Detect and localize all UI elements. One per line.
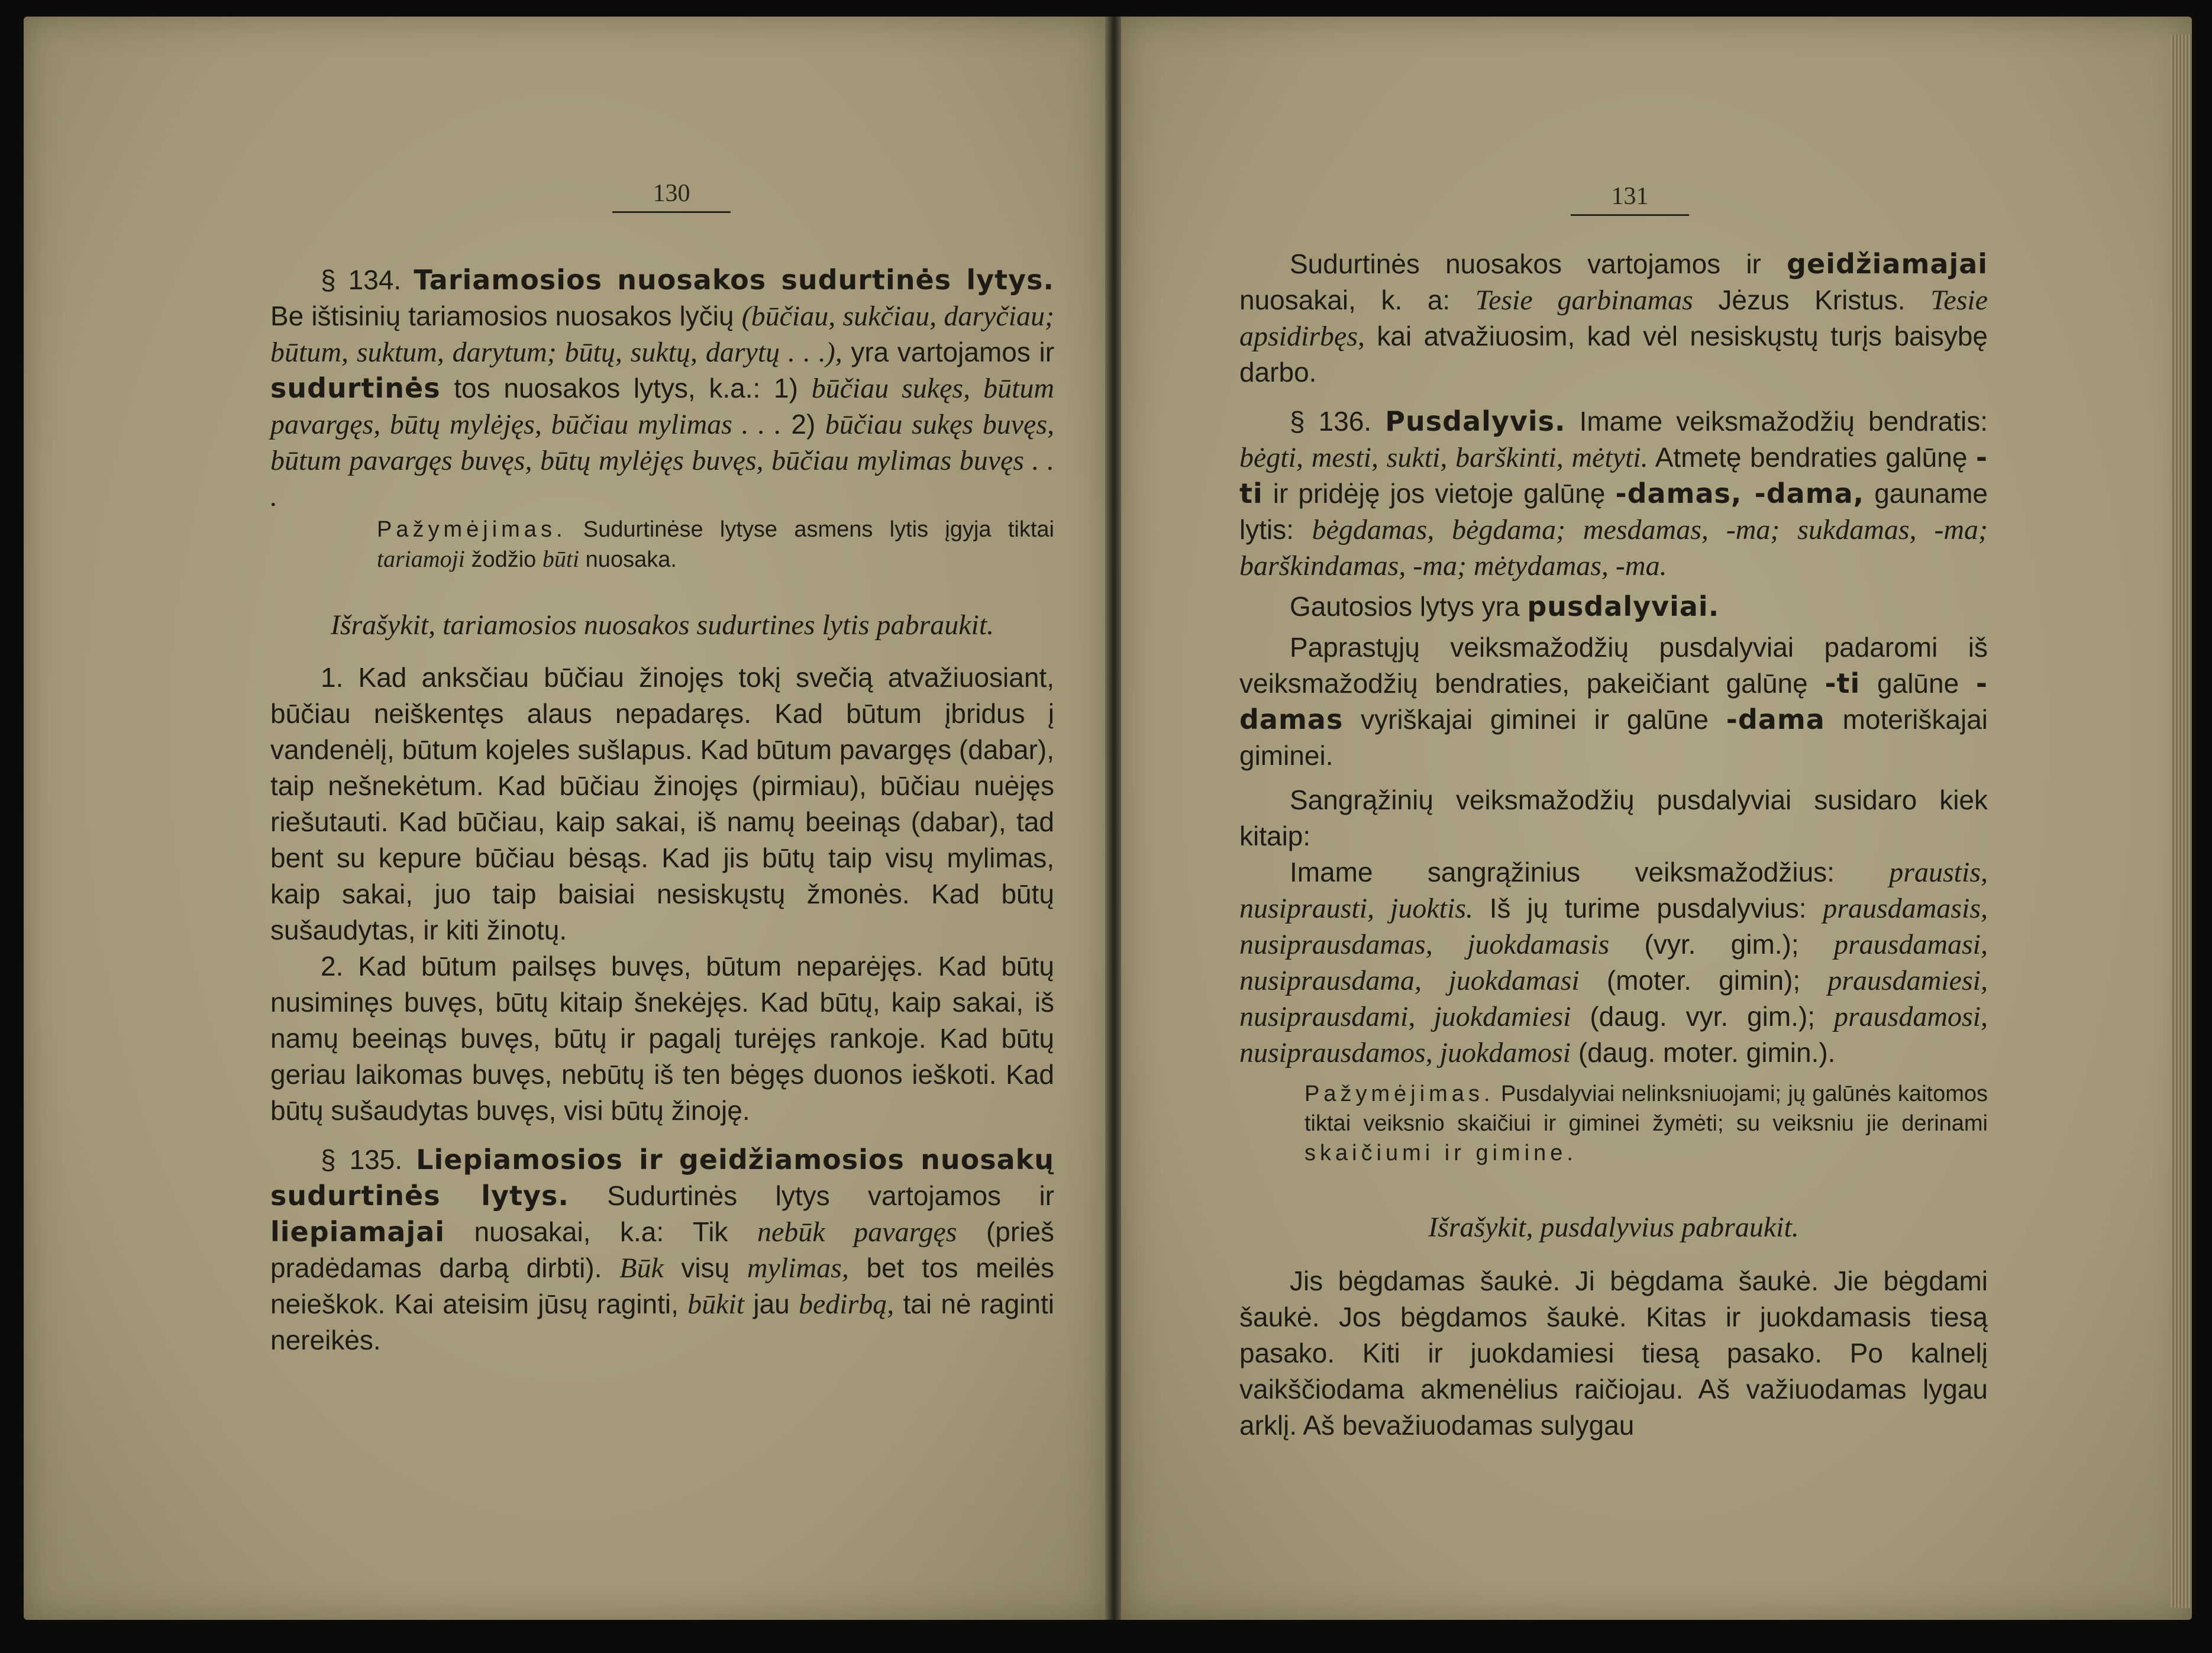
section-134 [270,262,1054,515]
exercise-title: Išrašykit, pusdalyvius pabraukit. [1428,1212,1799,1243]
example: būčiau sukęs, būtum pavargęs, būtų mylėjęs, būčiau mylimas . . . [270,373,1054,440]
intro-paragraph [1239,246,1988,390]
section-136 [1239,403,1988,584]
exercise-paragraph: 2. Kad būtum pailsęs buvęs, būtum neparėjęs. Kad būtų nusiminęs buvęs, būtų kitaip šnekėjęs. Kad būtų, kaip sakai, iš namų beeinąs buvęs, būtų ir pagalį turėjęs rankoje. Kad būtų geriau laikomas buvęs, nebūtų iš ten bėgęs duonos ieškoti. Kad būtų sušaudytas buvęs, visi būtų žinoję. [270,951,1054,1126]
section-135 [270,1142,1054,1358]
example: prausdamosi, nusiprausdamos, juokdamosi [1239,1001,1988,1068]
bold-term: -dama [1726,703,1825,735]
page-number: 131 [1571,182,1689,216]
text: Iš jų turime pusdalyvius: [1489,893,1807,924]
text: (moter. gimin); [1606,965,1801,996]
left-page-body [270,262,1054,1358]
text: gauname lytis: [1239,478,1988,545]
bold-term: liepiamajai [270,1216,445,1248]
text: tos nuosakos lytys, k.a.: 1) [454,373,798,403]
text: nuosakai, k. a: [1239,285,1451,315]
text: tai nė raginti nereikės. [270,1289,1055,1355]
section-number: § 136. [1290,406,1372,437]
bold-term: sudurtinės [270,372,441,404]
example: nebūk pavargęs [757,1216,957,1248]
paragraph [1239,629,1988,774]
example: prausdamasis, nusiprausdamas, juokdamasis [1239,893,1988,960]
text: vyriškajai giminei ir galūne [1361,704,1709,735]
text: Gautosios lytys yra [1290,591,1520,622]
example: bėgti, mesti, sukti, barškinti, mėtyti. [1239,442,1648,473]
example: prausdamiesi, nusiprausdami, juokdamiesi [1239,965,1988,1032]
example: (būčiau, sukčiau, daryčiau; būtum, suktum, darytum; būtų, suktų, darytų . . .), [270,301,1055,368]
example: būčiau sukęs buvęs, būtum pavargęs buvęs, būtų mylėjęs buvęs, būčiau mylimas buvęs . . . [270,409,1055,512]
example: bedirbą, [798,1289,895,1320]
text: (daug. moter. gimin.). [1578,1037,1836,1068]
text: Sudurtinės nuosakos vartojamos ir [1290,248,1761,279]
section-heading: Pusdalyvis. [1385,405,1566,437]
text: Atmetę bendraties galūnę [1655,442,1968,473]
note-label: Pažymėjimas. [1304,1081,1494,1106]
exercise-paragraph: Jis bėgdamas šaukė. Ji bėgdama šaukė. Jie bėgdami šaukė. Jos bėgdamos šaukė. Kitas ir juokdamasis tiesą pasako. Kiti ir juokdamiesi tiesą pasako. Po kalnelį vaikščiodama akmenėlius raičiojau. Aš važiuodamas lygau arklį. Aš bevažiuodamas sulygau [1239,1265,1988,1441]
text: nuosaka. [585,547,677,572]
paragraph: Sangrąžinių veiksmažodžių pusdalyviai susidaro kiek kitaip: [1239,784,1988,851]
text: bet tos meilės neieškok. Kai ateisim jūsų raginti, [270,1252,1055,1319]
section-heading: Tariamosios nuosakos sudurtinės lytys. [414,264,1054,296]
text: galūne [1877,668,1959,699]
text: Paprastųjų veiksmažodžių pusdalyviai padaromi iš veiksmažodžių bendraties, pakeičiant galūnę [1239,632,1988,699]
example: Būk [619,1252,664,1284]
page-number: 130 [612,179,731,213]
bold-term: -damas, -dama, [1615,477,1865,509]
text: Jėzus Kristus. [1718,285,1906,315]
paragraph [1239,589,1988,625]
text: kai atvažiuosim, kad vėl nesiskųstų turįs baisybę darbo. [1239,321,1988,388]
example: Tesie apsidirbęs, [1239,285,1988,352]
paragraph [1239,854,1988,1071]
exercise-title: Išrašykit, tariamosios nuosakos sudurtines lytis pabraukit. [330,609,994,641]
text: Imame veiksmažodžių bendratis: [1579,406,1988,437]
bold-term: -damas [1239,667,1988,735]
text: moteriškajai giminei. [1239,704,1988,771]
bold-term: pusdalyviai. [1527,590,1720,622]
section-number: § 134. [321,264,402,295]
text: (daug. vyr. gim.); [1590,1001,1816,1032]
bold-term: -ti [1239,441,1988,509]
note [1239,1079,1988,1168]
example: bėgdamas, bėgdama; mesdamas, -ma; sukdamas, -ma; barškindamas, -ma; mėtydamas, -ma. [1239,514,1988,582]
text: ir pridėję jos vietoje galūnę [1273,478,1606,509]
spaced-text: skaičiumi ir gimine. [1304,1141,1577,1166]
right-page [1121,17,2192,1620]
text: Pusdalyviai nelinksniuojami; jų galūnės kaitomos tiktai veiksnio skaičiui ir giminei žymėti; su veiksniu jie derinami [1304,1081,1988,1136]
example: būti [542,545,580,572]
book-spread [24,17,2192,1638]
example: praustis, nusiprausti, juoktis. [1239,857,1988,924]
text: Sudurtinės lytys vartojamos ir [607,1180,1054,1211]
note-label: Pažymėjimas. [377,517,567,542]
example: prausdamasi, nusiprausdama, juokdamasi [1239,929,1988,996]
example: Tesie garbinamas [1475,285,1693,316]
right-page-edges [2171,34,2192,1608]
bold-term: geidžiamajai [1787,248,1988,280]
text: žodžio [471,547,537,572]
note [270,515,1054,574]
text: yra vartojamos ir [851,337,1055,367]
text: Imame sangrąžinius veiksmažodžius: [1290,857,1835,887]
bold-term: -ti [1825,667,1861,699]
text: Sudurtinėse lytyse asmens lytis įgyja tiktai [583,517,1054,542]
example: būkit [687,1289,745,1320]
book-gutter [1105,17,1123,1620]
example: tariamoji [377,545,465,572]
text: jau [753,1289,790,1319]
text: (vyr. gim.); [1644,929,1799,960]
text: (prieš pradėdamas darbą dirbti). [270,1216,1055,1283]
text: Be ištisinių tariamosios nuosakos lyčių [270,301,734,331]
section-number: § 135. [321,1144,403,1175]
text: 2) [791,409,816,440]
text: visų [681,1252,730,1283]
exercise-paragraph: 1. Kad anksčiau būčiau žinojęs tokį svečią atvažiuosiant, būčiau neiškentęs alaus nepadaręs. Kad būtum įbridus į vandenėlį, būtum kojeles sušlapus. Kad būtum pavargęs (dabar), taip nešnekėtum. Kad būčiau žinojęs (pirmiau), būčiau nuėjęs riešutauti. Kad būčiau, kaip sakai, iš namų beeinąs (dabar), tad bent su kepure būčiau bėsąs. Kad jis būtų taip visų mylimas, kaip sakai, juo taip baisiai nesiskųstų žmonės. Kad būtų sušaudytas, ir kiti žinotų. [270,662,1054,945]
text: nuosakai, k.a: Tik [474,1216,728,1247]
example: mylimas, [747,1252,849,1284]
left-page [24,17,1106,1620]
right-page-body [1239,246,1988,1444]
section-heading: Liepiamosios ir geidžiamosios nuosakų sudurtinės lytys. [270,1144,1054,1212]
